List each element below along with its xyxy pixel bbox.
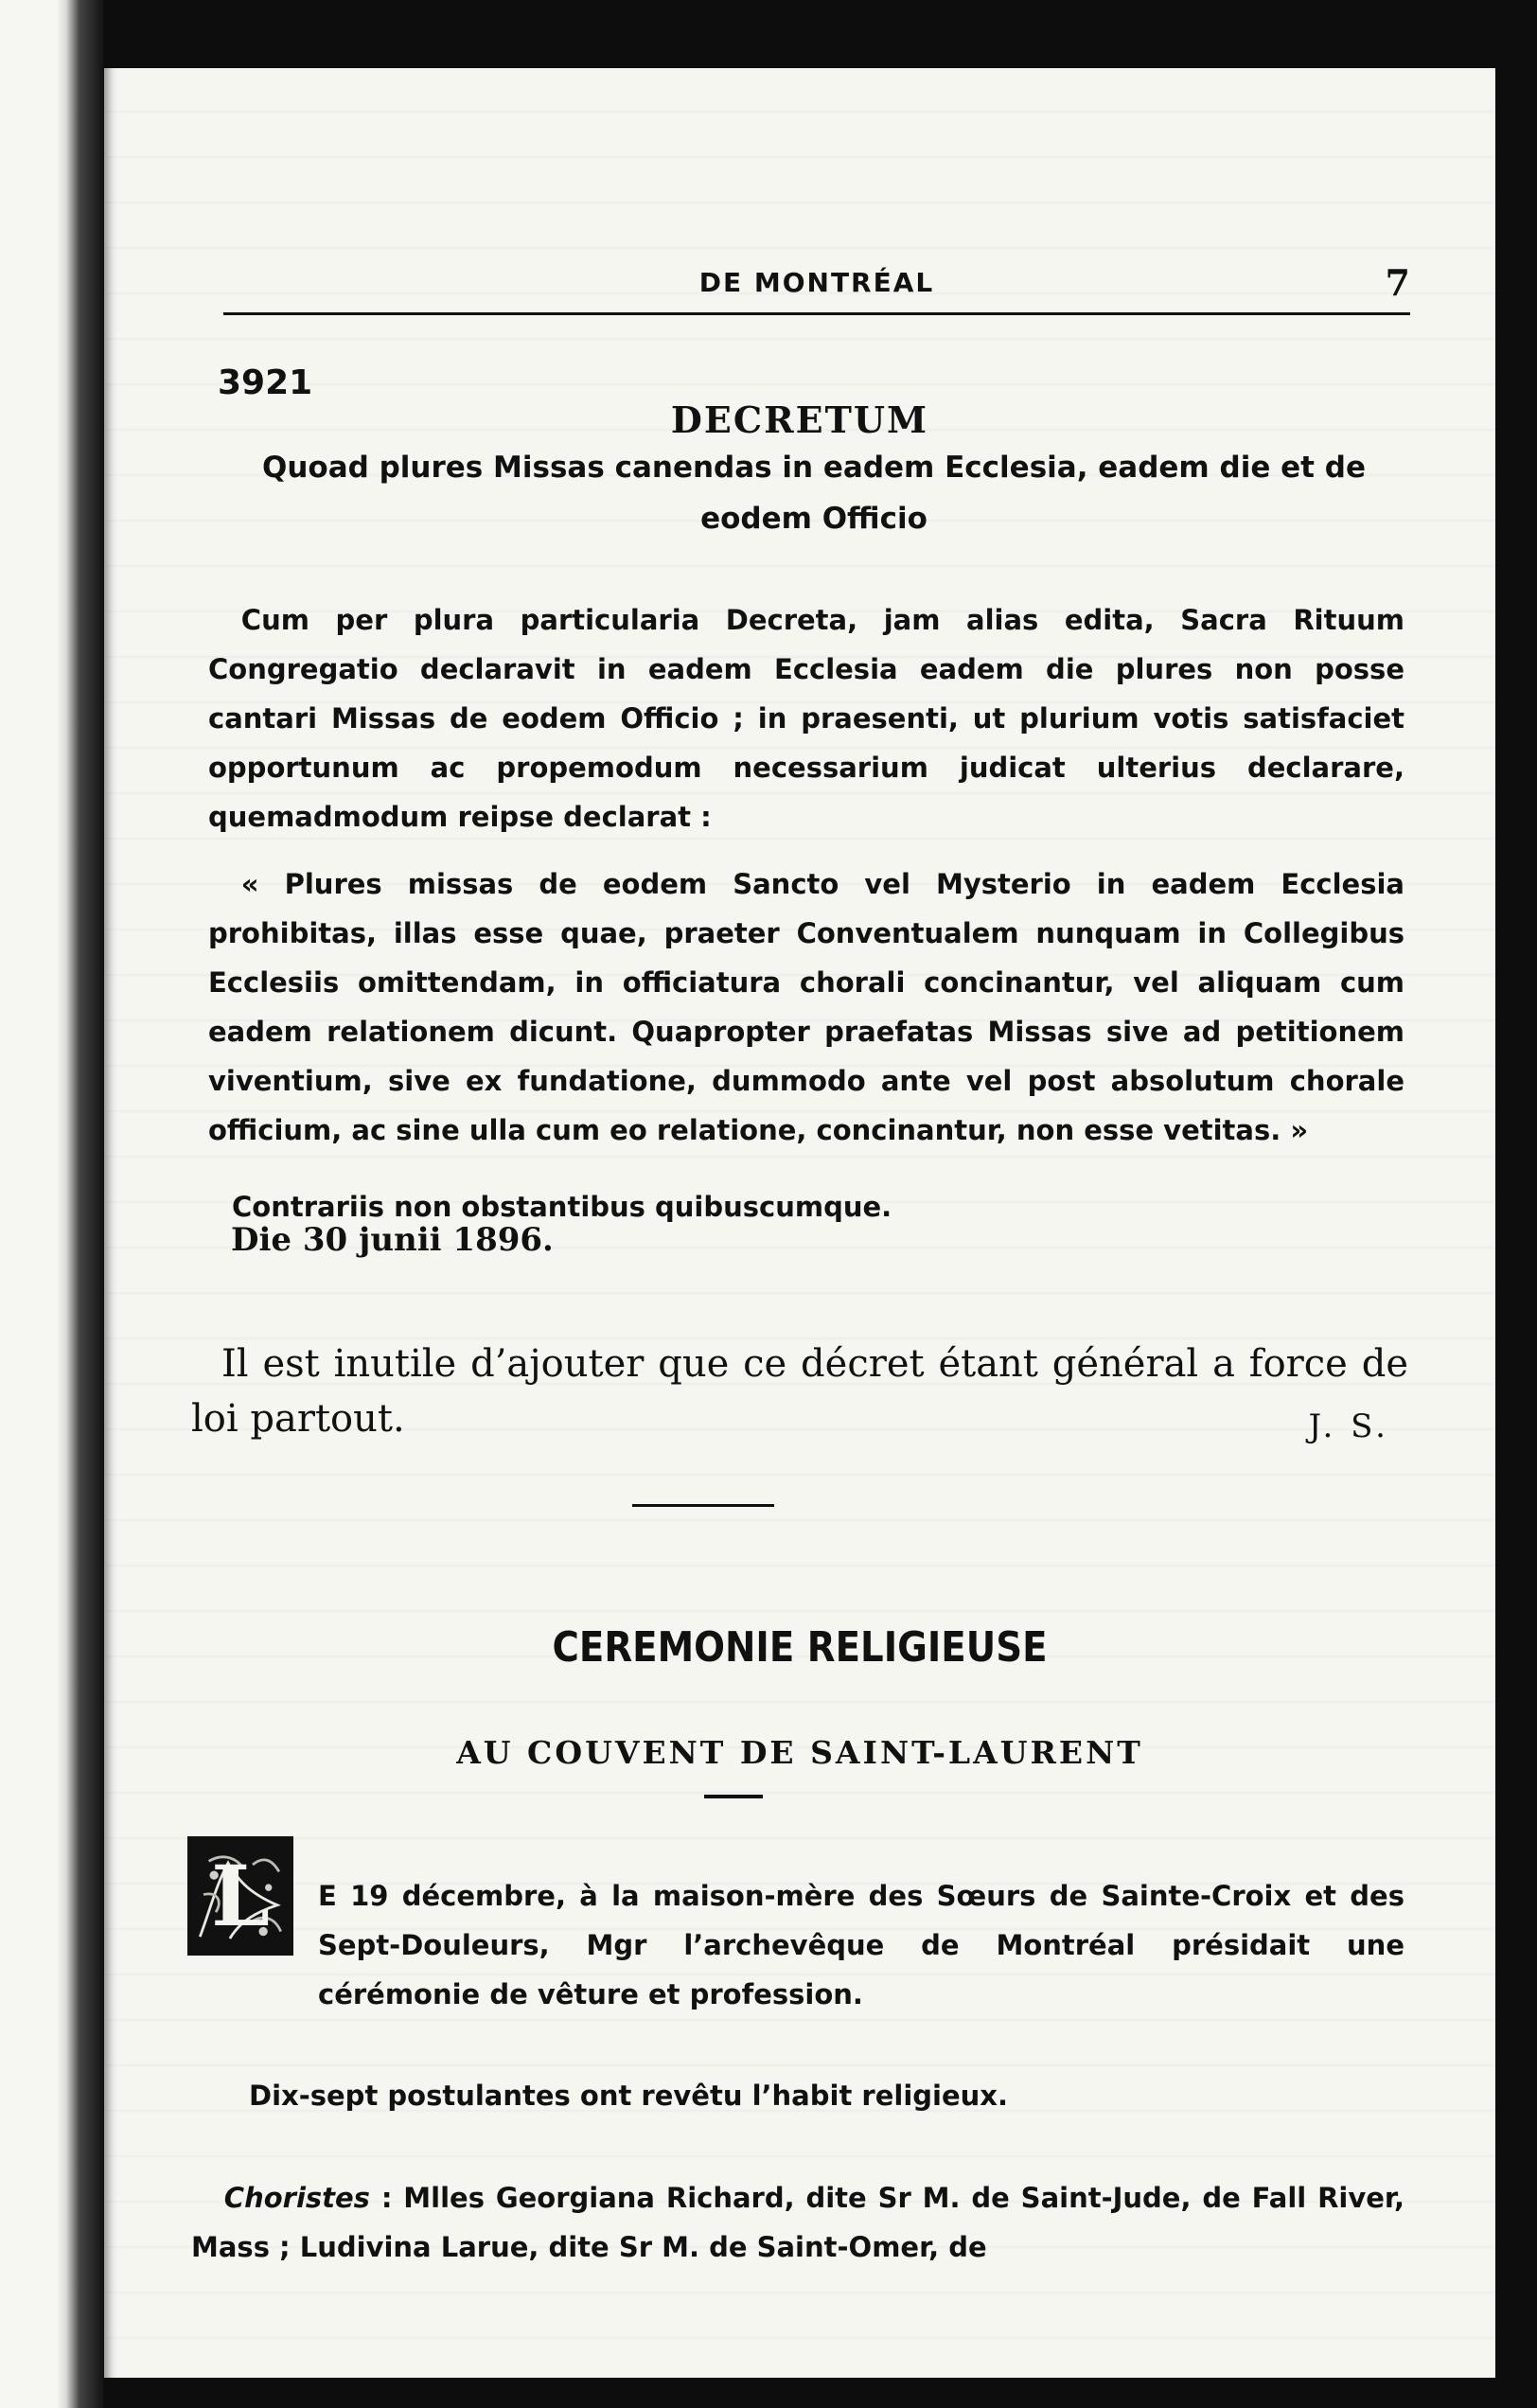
ornamental-drop-cap [187,1836,293,1956]
decree-paragraph-1: Cum per plura particularia Decreta, jam alias edita, Sacra Rituum Congregatio declaravit in eadem Ecclesia eadem die plures non posse cantari Missas de eodem Officio ; in praesenti, ut plurium votis satisfaciet opportunum ac propemodum necessarium judicat ulterius declarare, quemadmodum reipse declarat : [208,604,1404,833]
scanned-page [104,68,1495,2378]
postulants-line: Dix-sept postulantes ont revêtu l’habit religieux. [249,2080,1008,2112]
choristes-paragraph [191,2173,1404,2272]
section-divider [632,1504,774,1507]
editor-note: Il est inutile d’ajouter que ce décret étant général a force de loi partout. [191,1342,1408,1441]
decree-number: 3921 [218,363,313,402]
decree-title: DECRETUM [670,398,929,442]
running-title: DE MONTRÉAL [698,266,935,298]
author-initials: J. S. [1308,1408,1389,1445]
choristes-label: Choristes [223,2182,370,2214]
ceremonie-opening: E 19 décembre, à la maison-mère des Sœurs de Sainte-Croix et des Sept-Douleurs, Mgr l’archevêque de Montréal présidait une cérémonie de vêture et profession. [318,1880,1404,2010]
page-number: 7 [1385,261,1410,304]
drop-cap-letter: L [211,1847,270,1945]
subtitle-rule [704,1795,763,1798]
decree-date: Die 30 junii 1896. [231,1221,554,1259]
header-rule [223,312,1410,315]
decree-closing: Contrariis non obstantibus quibuscumque. [232,1191,892,1223]
ceremonie-subtitle: AU COUVENT DE SAINT-LAURENT [456,1734,1143,1771]
ceremonie-title: CEREMONIE RELIGIEUSE [552,1622,1048,1672]
choristes-text: : Mlles Georgiana Richard, dite Sr M. de Saint-Jude, de Fall River, Mass ; Ludivina Larue, dite Sr M. de Saint-Omer, de [191,2182,1404,2263]
running-header [223,244,1410,320]
book-gutter [0,0,104,2408]
decree-paragraph-2: « Plures missas de eodem Sancto vel Mysterio in eadem Ecclesia prohibitas, illas esse quae, praeter Conventualem nunquam in Collegibus Ecclesiis omittendam, in officiatura chorali concinantur, vel aliquam cum eadem relationem dicunt. Quapropter praefatas Missas sive ad petitionem viventium, sive ex fundatione, dummodo ante vel post absolutum chorale officium, ac sine ulla cum eo relatione, concinantur, non esse vetitas. » [208,868,1404,1146]
decree-subject: Quoad plures Missas canendas in eadem Ecclesia, eadem die et de eodem Officio [261,451,1367,536]
